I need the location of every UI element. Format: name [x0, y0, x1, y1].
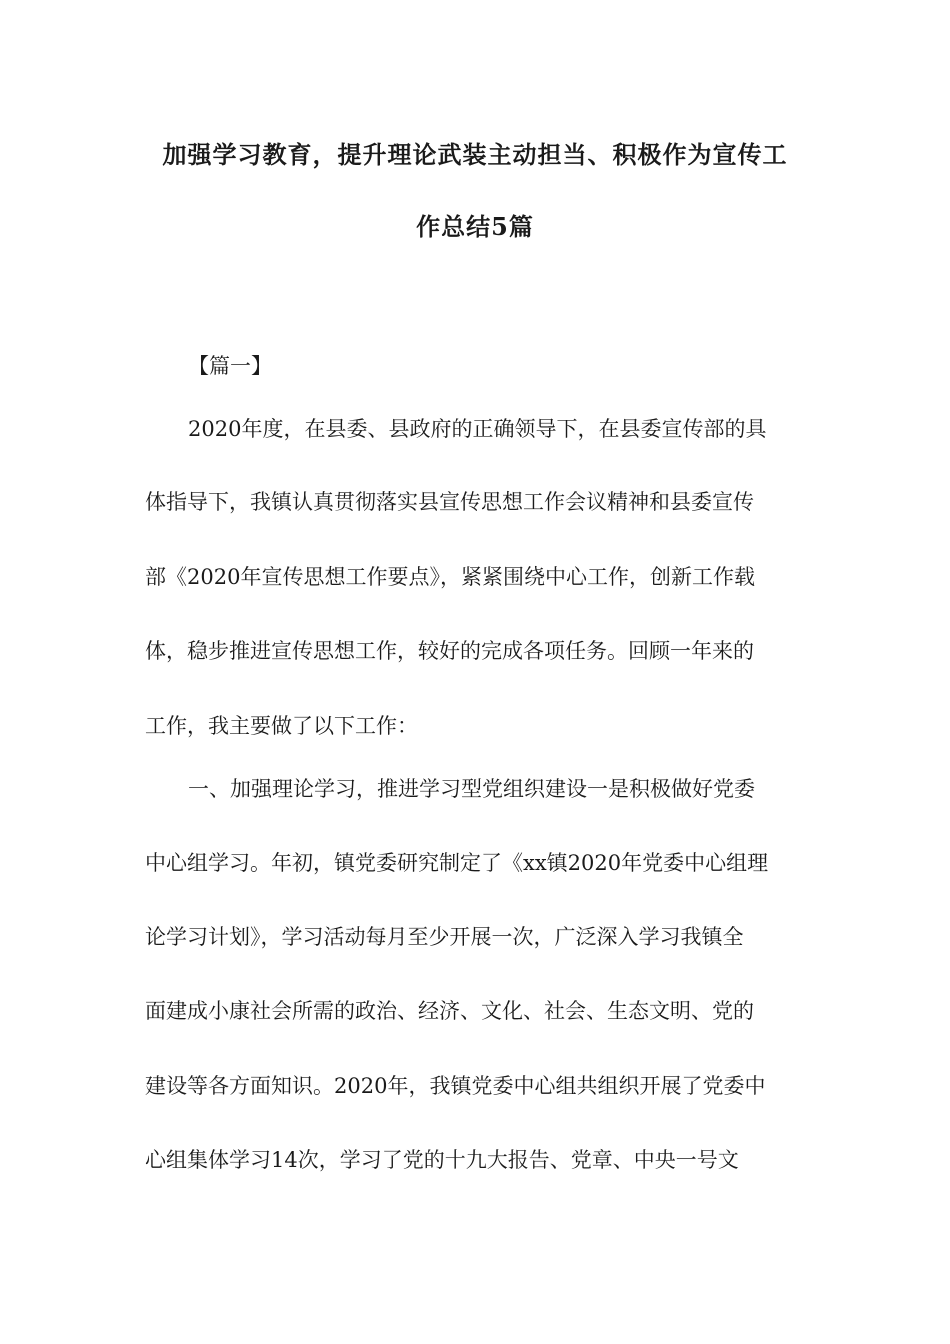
paragraph-line: 体指导下，我镇认真贯彻落实县宣传思想工作会议精神和县委宣传: [145, 490, 754, 514]
paragraph-line: 工作，我主要做了以下工作：: [145, 714, 418, 738]
paragraph-line: 一、加强理论学习，推进学习型党组织建设一是积极做好党委: [188, 777, 755, 801]
paragraph-line: 论学习计划》，学习活动每月至少开展一次，广泛深入学习我镇全: [145, 925, 744, 949]
paragraph-line: 体，稳步推进宣传思想工作，较好的完成各项任务。回顾一年来的: [145, 639, 754, 663]
section-label: 【篇一】: [188, 354, 272, 378]
paragraph-line: 中心组学习。年初，镇党委研究制定了《xx镇2020年党委中心组理: [145, 851, 769, 875]
document-title-line-1: 加强学习教育，提升理论武装主动担当、积极作为宣传工: [162, 140, 788, 169]
paragraph-line: 面建成小康社会所需的政治、经济、文化、社会、生态文明、党的: [145, 999, 754, 1023]
document-title-line-2: 作总结5篇: [416, 212, 534, 241]
paragraph-line: 建设等各方面知识。2020年，我镇党委中心组共组织开展了党委中: [145, 1074, 766, 1098]
paragraph-line: 部《2020年宣传思想工作要点》，紧紧围绕中心工作，创新工作载: [145, 565, 755, 589]
paragraph-line: 2020年度，在县委、县政府的正确领导下，在县委宣传部的具: [188, 417, 767, 441]
paragraph-line: 心组集体学习14次，学习了党的十九大报告、党章、中央一号文: [145, 1148, 739, 1172]
